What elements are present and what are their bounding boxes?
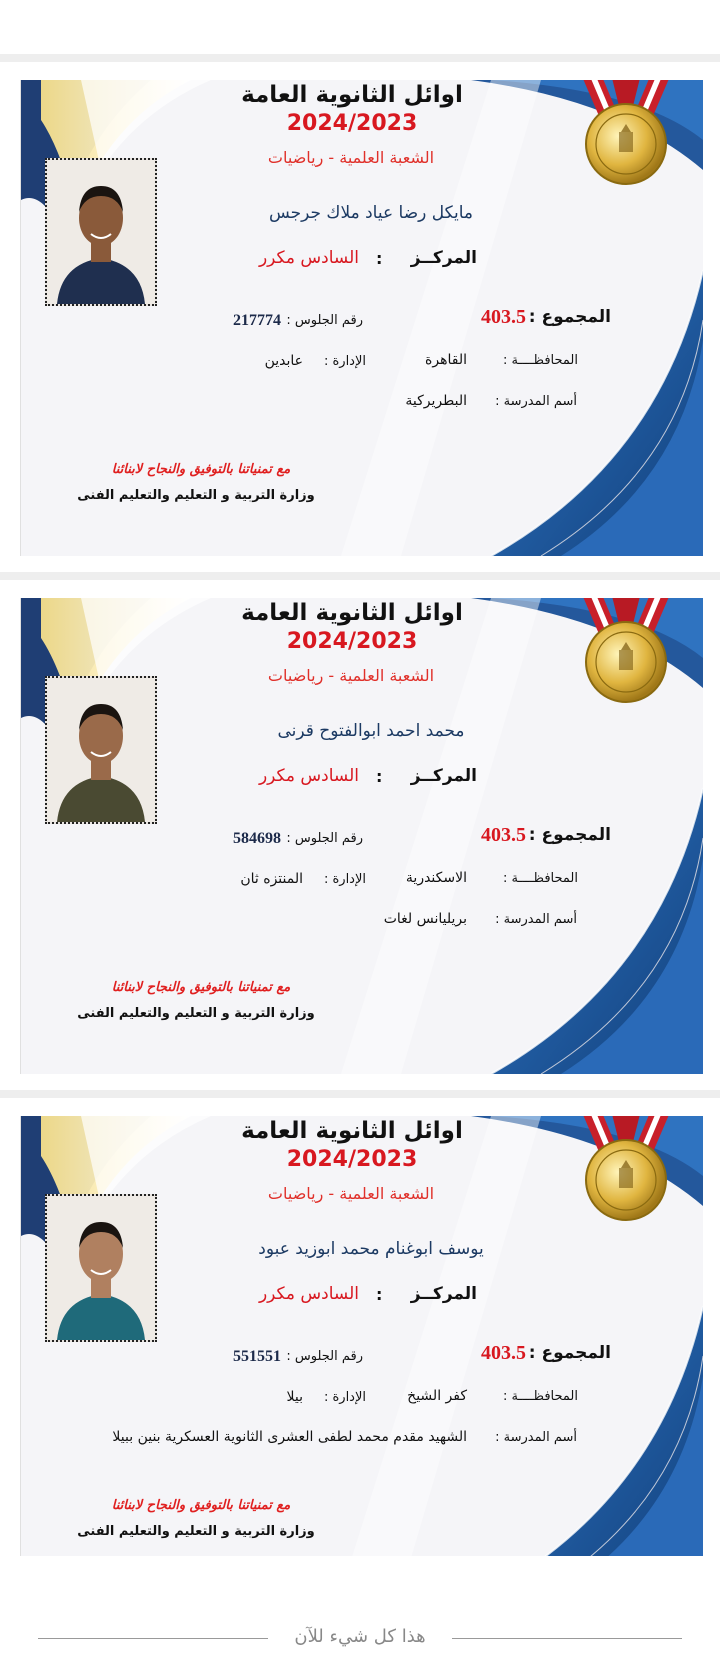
school-label: أسم المدرسة : [495, 912, 577, 927]
student-photo [45, 1194, 157, 1342]
school-value: الشهيد مقدم محمد لطفى العشرى الثانوية العسكرية بنين ببيلا [112, 1429, 467, 1445]
administration-value: المنتزه ثان [240, 871, 303, 887]
ministry-name: وزارة التربية و التعليم والتعليم الفنى [77, 1524, 315, 1539]
rank-value: السادس مكرر [258, 248, 359, 268]
governorate-value: القاهرة [425, 352, 467, 368]
total-score: 403.5 [481, 1342, 526, 1364]
congratulations-text: مع تمنياتنا بالتوفيق والنجاح لابنائنا [111, 980, 291, 995]
school-label: أسم المدرسة : [495, 394, 577, 409]
medal-icon [571, 598, 681, 712]
governorate-label: المحافظــــة : [502, 871, 578, 886]
academic-year: 2024/2023 [286, 111, 418, 136]
branch-label: الشعبة العلمية - رياضيات [267, 148, 435, 167]
rank-label: المركــز [410, 1284, 477, 1304]
congratulations-text: مع تمنياتنا بالتوفيق والنجاح لابنائنا [111, 462, 291, 477]
school-value: البطريركية [405, 393, 467, 409]
end-of-feed-note [0, 1620, 720, 1660]
student-name: مايكل رضا عياد ملاك جرجس [268, 203, 474, 223]
seat-number: 584698 [233, 830, 281, 847]
total-score: 403.5 [481, 824, 526, 846]
branch-label: الشعبة العلمية - رياضيات [267, 1184, 435, 1203]
governorate-label: المحافظــــة : [502, 353, 578, 368]
rank-label: المركــز [410, 766, 477, 786]
school-value: بريليانس لغات [383, 911, 467, 927]
rank-colon: : [376, 767, 383, 786]
total-label: المجموع : [528, 825, 611, 845]
governorate-label: المحافظــــة : [502, 1389, 578, 1404]
total-score: 403.5 [481, 306, 526, 328]
administration-value: عابدين [264, 353, 303, 369]
rank-colon: : [376, 249, 383, 268]
school-label: أسم المدرسة : [495, 1430, 577, 1445]
rank-value: السادس مكرر [258, 1284, 359, 1304]
student-name: محمد احمد ابوالفتوح قرنى [277, 721, 465, 741]
congratulations-text: مع تمنياتنا بالتوفيق والنجاح لابنائنا [111, 1498, 291, 1513]
total-label: المجموع : [528, 1343, 611, 1363]
total-label: المجموع : [528, 307, 611, 327]
administration-value: بيلا [286, 1389, 303, 1405]
separator [0, 572, 720, 580]
separator [0, 54, 720, 62]
rank-label: المركــز [410, 248, 477, 268]
seat-number: 551551 [233, 1348, 281, 1365]
administration-label: الإدارة : [323, 1390, 366, 1405]
card-title: اوائل الثانوية العامة [241, 82, 463, 108]
seat-number-label: رقم الجلوس : [286, 831, 363, 846]
honor-card[interactable] [20, 1116, 703, 1556]
separator [0, 1090, 720, 1098]
governorate-value: الاسكندرية [405, 870, 467, 886]
administration-label: الإدارة : [323, 354, 366, 369]
medal-icon [571, 1116, 681, 1230]
medal-icon [571, 80, 681, 194]
branch-label: الشعبة العلمية - رياضيات [267, 666, 435, 685]
card-title: اوائل الثانوية العامة [241, 1118, 463, 1144]
end-of-feed-text: هذا كل شيء للآن [294, 1626, 426, 1647]
student-photo [45, 676, 157, 824]
governorate-value: كفر الشيخ [407, 1388, 467, 1404]
honor-card[interactable] [20, 80, 703, 556]
ministry-name: وزارة التربية و التعليم والتعليم الفنى [77, 1006, 315, 1021]
academic-year: 2024/2023 [286, 1147, 418, 1172]
student-photo [45, 158, 157, 306]
student-name: يوسف ابوغنام محمد ابوزيد عبود [258, 1239, 484, 1259]
administration-label: الإدارة : [323, 872, 366, 887]
seat-number-label: رقم الجلوس : [286, 1349, 363, 1364]
academic-year: 2024/2023 [286, 629, 418, 654]
seat-number: 217774 [233, 312, 281, 329]
ministry-name: وزارة التربية و التعليم والتعليم الفنى [77, 488, 315, 503]
rank-colon: : [376, 1285, 383, 1304]
seat-number-label: رقم الجلوس : [286, 313, 363, 328]
card-title: اوائل الثانوية العامة [241, 600, 463, 626]
honor-card[interactable] [20, 598, 703, 1074]
rank-value: السادس مكرر [258, 766, 359, 786]
